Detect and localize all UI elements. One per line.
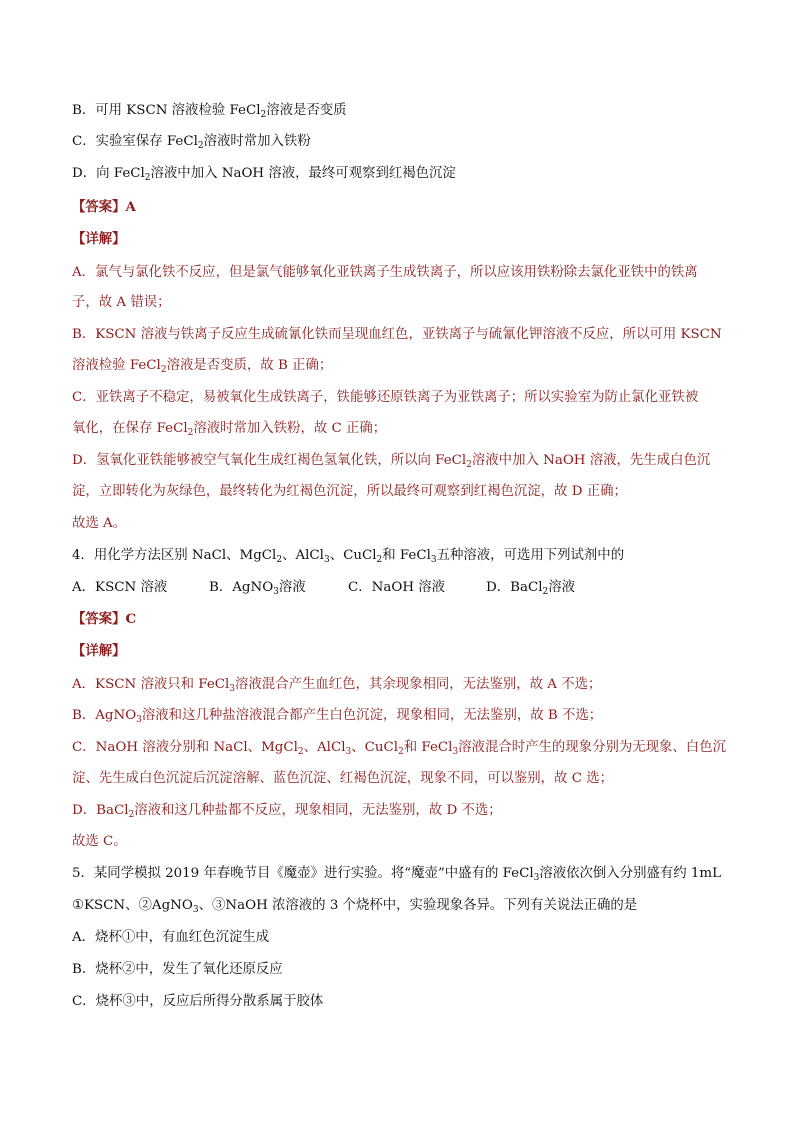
q3-answer: 【答案】A [72, 199, 136, 215]
q3-detail-line: 溶液检验 FeCl$_2$溶液是否变质，故 B 正确； [72, 358, 333, 375]
q3-option-d: D．向 FeCl$_2$溶液中加入 NaOH 溶液，最终可观察到红褐色沉淀 [72, 166, 456, 183]
q4-detail-label: 【详解】 [72, 643, 126, 659]
q4-detail-line: A．KSCN 溶液只和 FeCl$_3$溶液混合产生血红色，其余现象相同，无法鉴别，故 A 不选； [72, 677, 602, 694]
q3-option-b: B．可用 KSCN 溶液检验 FeCl$_2$溶液是否变质 [72, 103, 347, 120]
q3-detail-line: C．亚铁离子不稳定，易被氧化生成铁离子，铁能够还原铁离子为亚铁离子；所以实验室为防止氯化亚铁被 [72, 390, 699, 405]
q4-detail-line: 淀、先生成白色沉淀后沉淀溶解、蓝色沉淀、红褐色沉淀，现象不同，可以鉴别，故 C 选； [72, 771, 613, 786]
q3-option-c: C．实验室保存 FeCl$_2$溶液时常加入铁粉 [72, 134, 311, 151]
q4-detail-line: C．NaOH 溶液分别和 NaCl、MgCl$_2$、AlCl$_3$、CuCl$_2$和 FeCl$_3$溶液混合时产生的现象分别为无现象、白色沉 [72, 740, 726, 757]
q4-option-b: B．AgNO$_3$溶液 [209, 580, 306, 597]
q5-stem-line: ①KSCN、②AgNO$_3$、③NaOH 浓溶液的 3 个烧杯中，实验现象各异。下列有关说法正确的是 [72, 898, 638, 915]
q4-option-c: C．NaOH 溶液 [348, 580, 446, 595]
q3-detail-label: 【详解】 [72, 231, 126, 247]
q4-option-d: D．BaCl$_2$溶液 [486, 580, 575, 597]
q4-option-a: A．KSCN 溶液 [72, 580, 168, 595]
q3-detail-line: A．氯气与氯化铁不反应，但是氯气能够氧化亚铁离子生成铁离子，所以应该用铁粉除去氯化亚铁中的铁离 [72, 265, 698, 280]
q3-detail-line: D．氢氧化亚铁能够被空气氧化生成红褐色氢氧化铁，所以向 FeCl$_2$溶液中加入 NaOH 溶液，先生成白色沉 [72, 453, 711, 470]
q4-detail-line: B．AgNO$_3$溶液和这几种盐溶液混合都产生白色沉淀，现象相同，无法鉴别，故 B 不选； [72, 708, 603, 725]
q3-detail-line: 子，故 A 错误； [72, 295, 171, 310]
q3-detail-line: 淀，立即转化为灰绿色，最终转化为红褐色沉淀，所以最终可观察到红褐色沉淀，故 D 正确； [72, 484, 627, 499]
q4-detail-line: D．BaCl$_2$溶液和这几种盐都不反应，现象相同，无法鉴别，故 D 不选； [72, 803, 502, 820]
q4-stem: 4．用化学方法区别 NaCl、MgCl$_2$、AlCl$_3$、CuCl$_2$和 FeCl$_3$五种溶液，可选用下列试剂中的 [72, 548, 625, 565]
q5-option-a: A．烧杯①中，有血红色沉淀生成 [72, 930, 270, 945]
q5-option-c: C．烧杯③中，反应后所得分散系属于胶体 [72, 994, 324, 1009]
q5-option-b: B．烧杯②中，发生了氧化还原反应 [72, 962, 283, 977]
q3-detail-line: B．KSCN 溶液与铁离子反应生成硫氰化铁而呈现血红色，亚铁离子与硫氰化钾溶液不反应，所以可用 KSCN [72, 327, 722, 342]
q3-detail-line: 氧化，在保存 FeCl$_2$溶液时常加入铁粉，故 C 正确； [72, 421, 387, 438]
q3-conclusion: 故选 A。 [72, 516, 127, 531]
q5-stem-line: 5．某同学模拟 2019 年春晚节目《魔壶》进行实验。将“魔壶”中盛有的 FeCl$_3$溶液依次倒入分别盛有约 1mL [72, 866, 722, 883]
q4-answer: 【答案】C [72, 611, 137, 627]
q4-conclusion: 故选 C。 [72, 834, 127, 849]
